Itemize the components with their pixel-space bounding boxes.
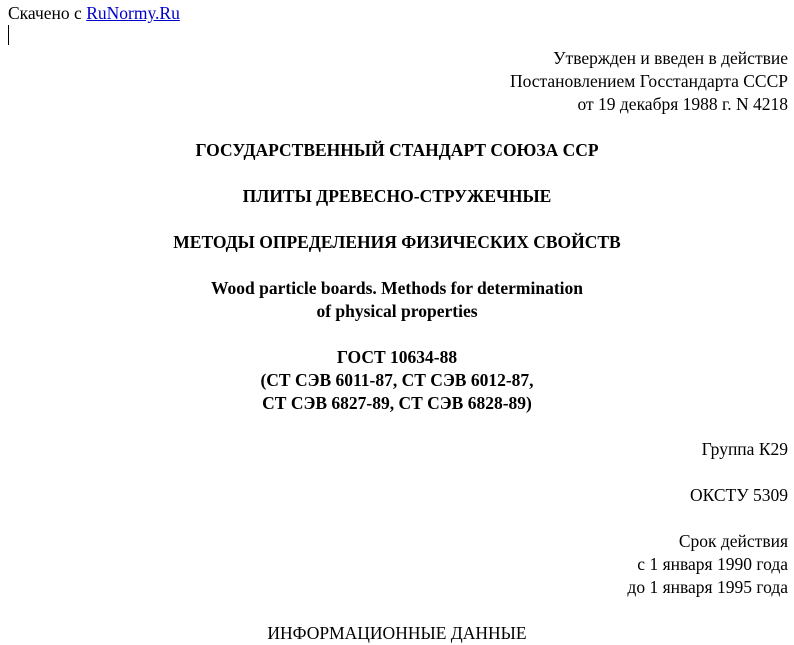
title-ru-2: МЕТОДЫ ОПРЕДЕЛЕНИЯ ФИЗИЧЕСКИХ СВОЙСТВ [173, 232, 621, 252]
approval-block [510, 47, 788, 116]
approval-line-3: от 19 декабря 1988 г. N 4218 [577, 94, 788, 114]
oksty-code: ОКСТУ 5309 [689, 485, 788, 505]
approval-line-1: Утвержден и введен в действие [553, 48, 788, 68]
validity-label: Срок действия [678, 531, 788, 551]
title-en-block [0, 277, 794, 323]
title-en-2: of physical properties [316, 301, 478, 321]
validity-block [627, 530, 788, 599]
st-sev-line-2: СТ СЭВ 6827-89, СТ СЭВ 6828-89) [262, 393, 532, 413]
validity-to: до 1 января 1995 года [627, 577, 788, 597]
source-prefix: Скачено с [8, 3, 87, 23]
standard-heading: ГОСУДАРСТВЕННЫЙ СТАНДАРТ СОЮЗА ССР [195, 140, 599, 160]
text-caret [8, 25, 9, 45]
gost-number: ГОСТ 10634-88 [336, 347, 458, 367]
title-en-1: Wood particle boards. Methods for determination [210, 278, 584, 298]
source-notice [8, 2, 180, 24]
validity-from: с 1 января 1990 года [637, 554, 788, 574]
approval-line-2: Постановлением Госстандарта СССР [509, 71, 788, 91]
title-ru-1: ПЛИТЫ ДРЕВЕСНО-СТРУЖЕЧНЫЕ [242, 186, 552, 206]
group-code: Группа К29 [701, 439, 788, 459]
info-heading: ИНФОРМАЦИОННЫЕ ДАННЫЕ [267, 623, 527, 643]
gost-block [0, 346, 794, 415]
runormy-link[interactable]: RuNormy.Ru [86, 3, 180, 23]
st-sev-line-1: (СТ СЭВ 6011-87, СТ СЭВ 6012-87, [260, 370, 534, 390]
